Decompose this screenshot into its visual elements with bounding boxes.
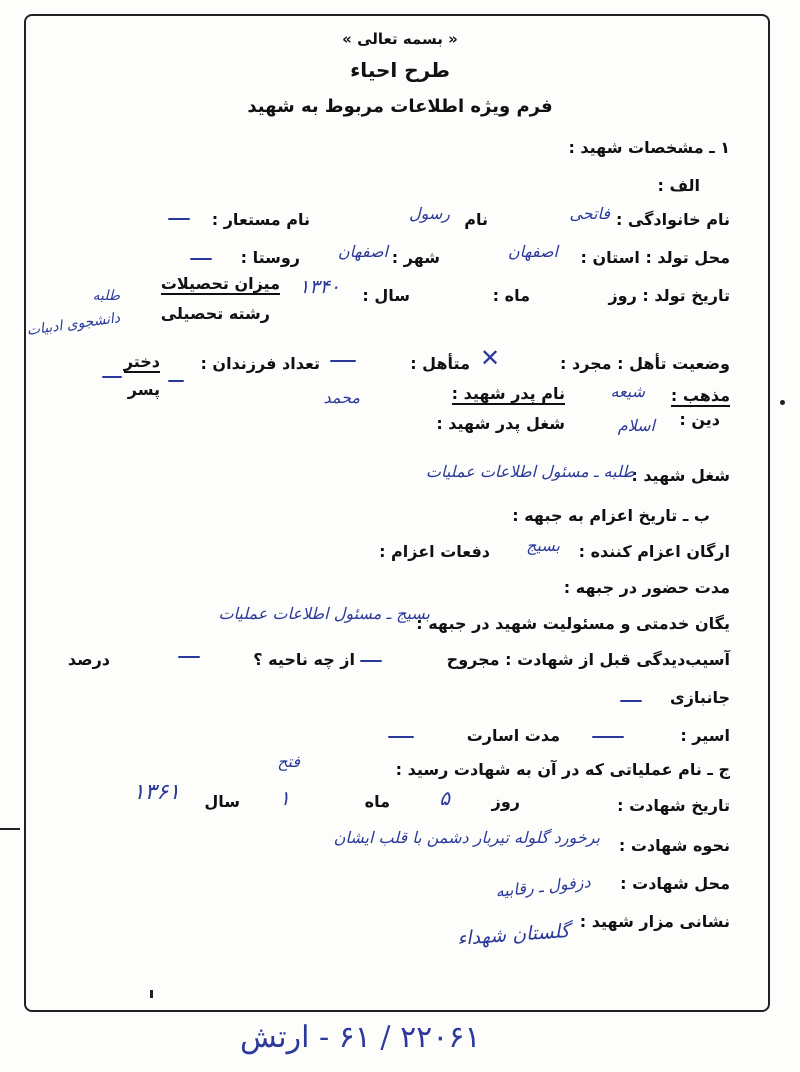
injury-blank <box>360 660 382 662</box>
section-b-title: ب ـ تاریخ اعزام به جبهه : <box>512 506 710 525</box>
footer-note: ۲۲۰۶۱ / ۶۱ - ارتش <box>240 1020 481 1055</box>
percent-label: درصد <box>67 650 110 669</box>
family-value: فاتحی <box>569 204 610 223</box>
birth-month-label: ماه : <box>492 286 530 305</box>
religion-label: مذهب : <box>670 386 730 405</box>
injury-label: آسیب‌دیدگی قبل از شهادت : مجروح <box>446 650 730 669</box>
duration-label: مدت حضور در جبهه : <box>563 578 730 597</box>
faith-value: اسلام <box>617 416 655 435</box>
year-value: ۱۳۶۱ <box>132 780 180 805</box>
birth-year-value: ۱۳۴۰ <box>299 276 340 298</box>
faith-label: دین : <box>679 410 720 429</box>
manner-value: برخورد گلوله تیربار دشمن با قلب ایشان <box>333 828 600 847</box>
education-label: میزان تحصیلات <box>160 274 280 293</box>
father-name-value: محمد <box>323 388 360 407</box>
daughter-label: دختر <box>123 352 160 371</box>
pow-blank <box>592 736 624 738</box>
single-check-icon: ✕ <box>480 344 501 372</box>
grave-value: گلستان شهداء <box>456 920 571 950</box>
where-label: از چه ناحیه ؟ <box>253 650 355 669</box>
birth-year-label: سال : <box>362 286 410 305</box>
scan-dot <box>780 400 785 405</box>
section-c-title: ج ـ نام عملیاتی که در آن به شهادت رسید : <box>395 760 730 779</box>
education-value: طلبه <box>92 288 120 304</box>
son-label: پسر <box>127 380 160 399</box>
form-title: فرم ویژه اطلاعات مربوط به شهید <box>247 96 553 117</box>
margin-mark <box>0 828 20 830</box>
family-label: نام خانوادگی : <box>615 210 730 229</box>
name-value: رسول <box>408 204 450 223</box>
captivity-blank <box>388 736 414 738</box>
birthdate-label: تاریخ تولد : روز <box>608 286 730 305</box>
place-value: دزفول ـ رقابیه <box>494 872 591 901</box>
part-a-label: الف : <box>657 176 700 195</box>
veteran-label: جانبازی <box>670 688 730 707</box>
where-blank <box>178 656 200 658</box>
unit-value: بسیج ـ مسئول اطلاعات عملیات <box>218 604 430 623</box>
field-value: دانشجوی ادبیات <box>25 310 122 339</box>
daughter-blank <box>102 376 122 378</box>
manner-label: نحوه شهادت : <box>618 836 730 855</box>
veteran-blank <box>620 700 642 702</box>
grave-label: نشانی مزار شهید : <box>579 912 730 931</box>
alias-blank <box>168 218 190 220</box>
org-value: بسیج <box>526 536 560 555</box>
dispatch-count-label: دفعات اعزام : <box>379 542 490 561</box>
son-blank <box>168 380 184 382</box>
name-label: نام <box>464 210 488 229</box>
scan-dot <box>150 990 153 998</box>
city-value: اصفهان <box>337 242 388 261</box>
martyrdom-date-label: تاریخ شهادت : <box>617 796 730 815</box>
unit-label: یگان خدمتی و مسئولیت شهید در جبهه : <box>416 614 730 633</box>
job-label: شغل شهید : <box>631 466 730 485</box>
month-value: ۱ <box>279 786 290 810</box>
year-label: سال <box>204 792 240 811</box>
religion-value: شیعه <box>610 382 645 401</box>
pow-label: اسیر : <box>680 726 730 745</box>
father-name-label: نام پدر شهید : <box>451 384 565 403</box>
field-label: رشته تحصیلی <box>160 304 270 323</box>
org-label: ارگان اعزام کننده : <box>578 542 730 561</box>
basmala: « بسمه تعالی » <box>342 30 458 48</box>
day-label: روز <box>491 792 520 811</box>
father-job-label: شغل پدر شهید : <box>436 414 565 433</box>
project-title: طرح احیاء <box>350 58 450 82</box>
marital-label: وضعیت تأهل : مجرد : <box>560 354 730 373</box>
month-label: ماه <box>364 792 390 811</box>
birthplace-label: محل تولد : استان : <box>580 248 730 267</box>
children-label: تعداد فرزندان : <box>200 354 320 373</box>
operation-value: فتح <box>277 752 300 771</box>
captivity-label: مدت اسارت <box>466 726 560 745</box>
place-label: محل شهادت : <box>620 874 730 893</box>
village-blank <box>190 258 212 260</box>
job-value: طلبه ـ مسئول اطلاعات عملیات <box>425 462 635 481</box>
city-label: شهر : <box>391 248 440 267</box>
alias-label: نام مستعار : <box>211 210 310 229</box>
married-blank <box>330 360 356 362</box>
section-1-title: ۱ ـ مشخصات شهید : <box>568 138 730 157</box>
village-label: روستا : <box>240 248 300 267</box>
province-value: اصفهان <box>507 242 558 261</box>
day-value: ۵ <box>439 786 450 810</box>
married-label: متأهل : <box>410 354 470 373</box>
